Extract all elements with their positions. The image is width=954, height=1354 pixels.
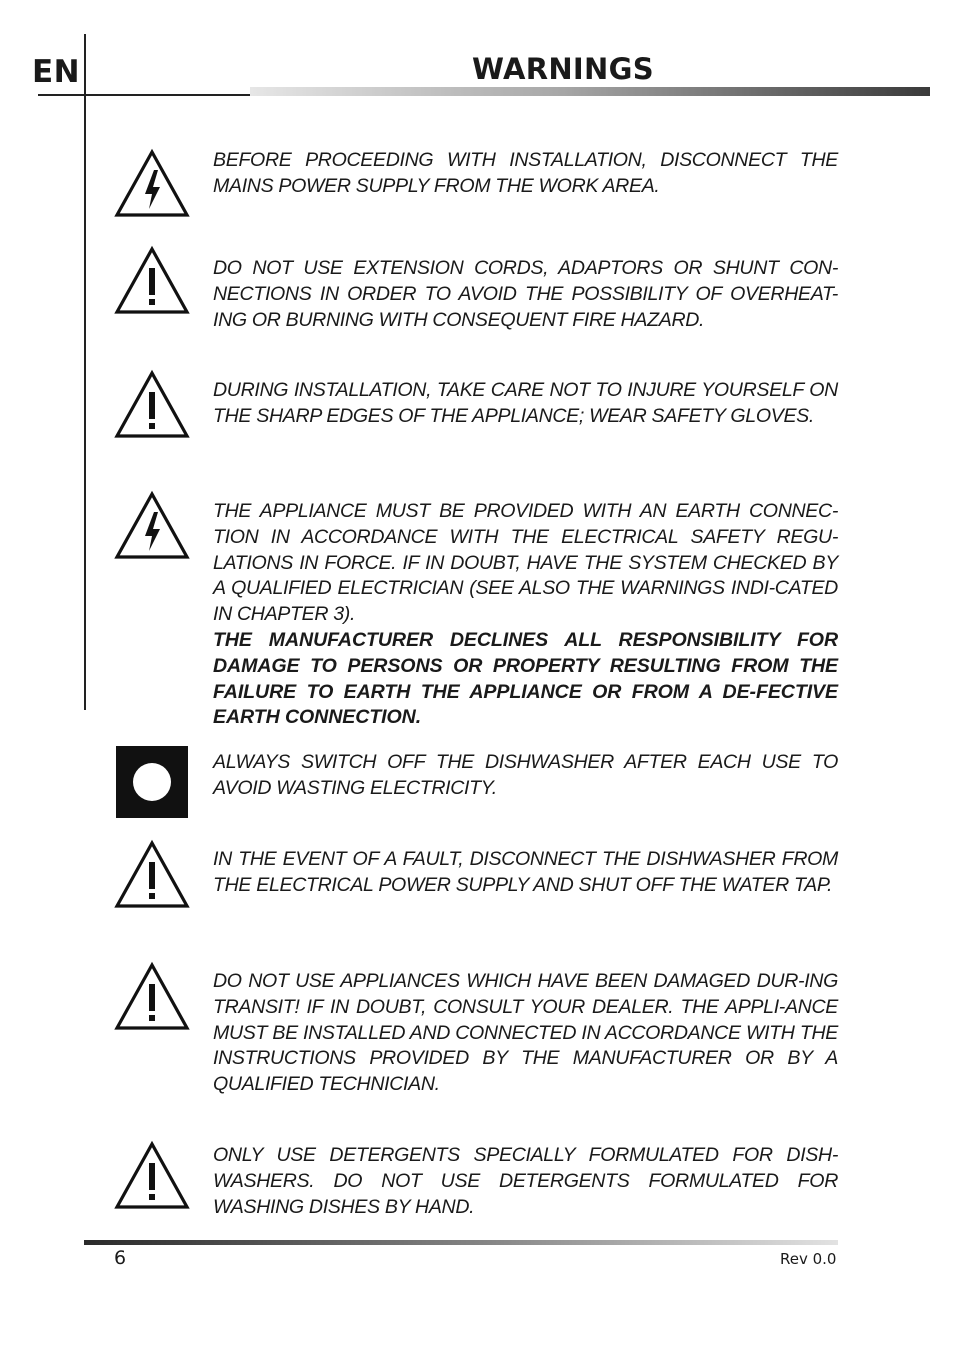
warning-text-8: ONLY USE DETERGENTS SPECIALLY FORMULATED FOR DISH-WASHERS. DO NOT USE DETERGENTS FORMULATED FOR WASHING DISHES BY HAND. xyxy=(213,1144,838,1218)
warning-text-4-normal: THE APPLIANCE MUST BE PROVIDED WITH AN EARTH CONNEC-TION IN ACCORDANCE WITH THE ELECTRICAL SAFETY REGU-LATIONS IN FORCE. IF IN DOUBT, HAVE THE SYSTEM CHECKED BY A QUALIFIED ELECTRICIAN (SEE ALSO THE WARNINGS INDI-CATED IN CHAPTER 3). xyxy=(213,500,838,626)
page-title: WARNINGS xyxy=(472,52,654,86)
electric-hazard-icon xyxy=(114,490,190,562)
exclamation-warning-icon xyxy=(114,369,190,441)
left-margin-rule xyxy=(84,34,86,710)
warning-text-6: IN THE EVENT OF A FAULT, DISCONNECT THE DISHWASHER FROM THE ELECTRICAL POWER SUPPLY AND SHUT OFF THE WATER TAP. xyxy=(213,848,838,896)
warning-text-2: DO NOT USE EXTENSION CORDS, ADAPTORS OR SHUNT CON-NECTIONS IN ORDER TO AVOID THE POSSIBILITY OF OVERHEAT-ING OR BURNING WITH CONSEQUENT FIRE HAZARD. xyxy=(213,257,838,331)
warning-text-4-bold: THE MANUFACTURER DECLINES ALL RESPONSIBILITY FOR DAMAGE TO PERSONS OR PROPERTY RESULTING FROM THE FAILURE TO EARTH THE APPLIANCE OR FROM A DE-FECTIVE EARTH CONNECTION. xyxy=(213,628,838,729)
warning-text-7: DO NOT USE APPLIANCES WHICH HAVE BEEN DAMAGED DUR-ING TRANSIT! IF IN DOUBT, CONSULT YOUR DEALER. THE APPLI-ANCE MUST BE INSTALLED AND CONNECTED IN ACCORDANCE WITH THE INSTRUCTIONS PROVIDED BY THE MANUFACTURER OR BY A QUALIFIED TECHNICIAN. xyxy=(213,970,838,1096)
warning-text-4 xyxy=(213,499,838,731)
warning-text-3: DURING INSTALLATION, TAKE CARE NOT TO INJURE YOURSELF ON THE SHARP EDGES OF THE APPLIANCE; WEAR SAFETY GLOVES. xyxy=(213,379,838,427)
energy-saving-icon xyxy=(116,746,188,818)
electric-hazard-icon xyxy=(114,148,190,220)
warning-text-5: ALWAYS SWITCH OFF THE DISHWASHER AFTER EACH USE TO AVOID WASTING ELECTRICITY. xyxy=(213,751,838,799)
language-code: EN xyxy=(32,54,81,90)
exclamation-warning-icon xyxy=(114,1140,190,1212)
revision-label: Rev 0.0 xyxy=(780,1250,837,1268)
exclamation-warning-icon xyxy=(114,245,190,317)
exclamation-warning-icon xyxy=(114,961,190,1033)
warning-text-1: BEFORE PROCEEDING WITH INSTALLATION, DISCONNECT THE MAINS POWER SUPPLY FROM THE WORK AREA. xyxy=(213,149,838,197)
footer-gradient-bar xyxy=(84,1240,838,1245)
header-gradient-bar xyxy=(250,87,930,96)
header-rule xyxy=(38,94,250,96)
exclamation-warning-icon xyxy=(114,839,190,911)
page-number: 6 xyxy=(114,1247,127,1269)
